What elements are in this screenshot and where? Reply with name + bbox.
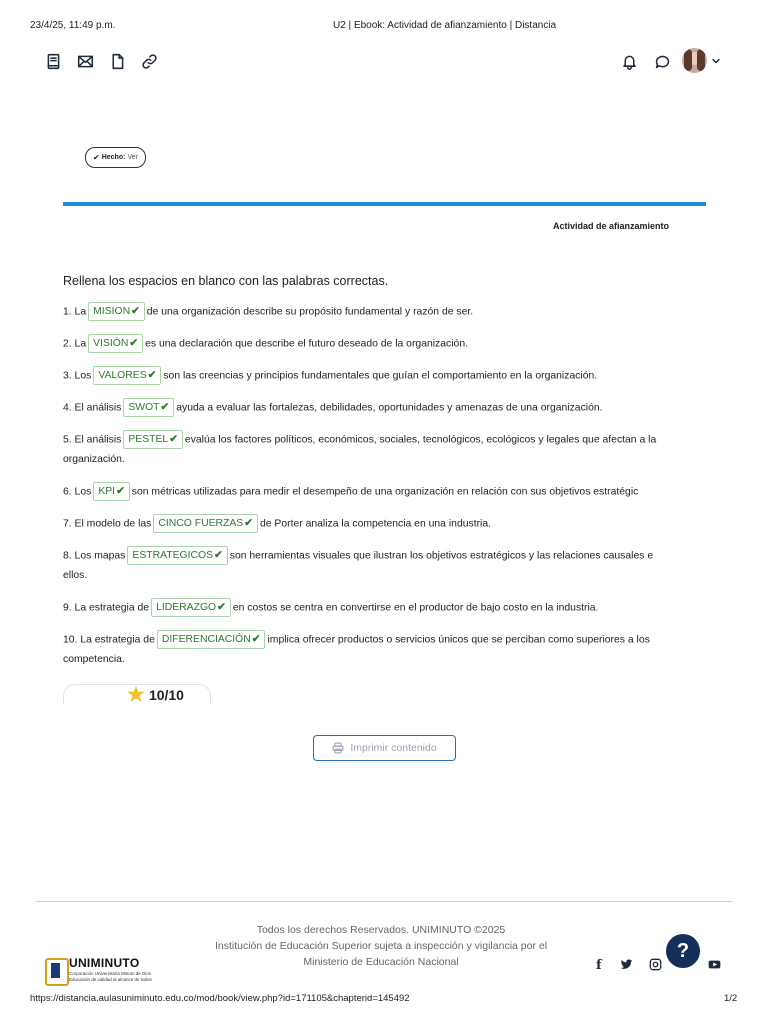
question-text-before: 4. El análisis — [63, 402, 122, 414]
question-text-before: 6. Los — [63, 486, 92, 498]
question-text-after: de una organización describe su propósito fundamental y razón de ser. — [146, 306, 474, 318]
book-icon[interactable] — [44, 52, 62, 70]
correct-check-icon: ✔ — [251, 634, 261, 645]
question-7 — [63, 514, 706, 534]
print-title: U2 | Ebook: Actividad de afianzamiento | Distancia — [333, 20, 557, 31]
answer-value: CINCO FUERZAS — [158, 518, 244, 529]
avatar[interactable] — [682, 48, 707, 73]
question-text-after: implica ofrecer productos o servicios únicos que se perciban como superiores a los — [267, 634, 650, 646]
correct-check-icon: ✔ — [244, 518, 253, 529]
footer-rights: Todos los derechos Reservados. UNIMINUTO ©2025 — [256, 924, 506, 936]
answer-field[interactable] — [151, 598, 231, 617]
check-icon: ✔ — [93, 153, 100, 162]
uniminuto-logo[interactable] — [45, 954, 170, 986]
question-text-before: 9. La estrategia de — [63, 602, 150, 614]
answer-field[interactable] — [93, 366, 161, 385]
question-8 — [63, 546, 706, 586]
question-text-after: son métricas utilizadas para medir el desempeño de una organización en relación con sus objetivos estratégic — [131, 486, 639, 498]
question-10 — [63, 630, 706, 670]
help-button[interactable]: ? — [666, 934, 700, 968]
correct-check-icon: ✔ — [160, 402, 170, 413]
answer-value: VISIÓN — [93, 338, 129, 349]
question-text-before: 5. El análisis — [63, 434, 122, 446]
answer-field[interactable] — [157, 630, 266, 649]
youtube-icon[interactable] — [707, 958, 722, 974]
footer-divider — [36, 901, 733, 902]
correct-check-icon: ✔ — [131, 306, 140, 317]
question-text-after: ayuda a evaluar las fortalezas, debilidades, oportunidades y amenazas de una organización. — [176, 402, 603, 414]
completion-value: Ver — [127, 154, 138, 161]
logo-subtitle: Corporación Universitaria Minuto de Dios — [69, 971, 152, 976]
completion-badge[interactable] — [85, 147, 146, 168]
instagram-icon[interactable] — [649, 958, 662, 974]
correct-check-icon: ✔ — [169, 434, 178, 445]
question-text-before: 8. Los mapas — [63, 550, 126, 562]
print-button[interactable] — [313, 735, 456, 761]
chevron-down-icon[interactable] — [709, 52, 723, 70]
answer-value: DIFERENCIACIÓN — [161, 634, 251, 645]
logo-text: UNIMINUTO — [69, 956, 140, 970]
question-text-before: 3. Los — [63, 370, 92, 382]
bell-icon[interactable] — [620, 52, 638, 70]
question-9 — [63, 598, 706, 618]
section-title: Actividad de afianzamiento — [553, 221, 670, 231]
footer-institution: Institución de Educación Superior sujeta a inspección y vigilancia por el — [214, 940, 548, 952]
print-page-number: 1/2 — [724, 993, 738, 1004]
correct-check-icon: ✔ — [217, 602, 226, 613]
answer-value: SWOT — [128, 402, 160, 413]
question-text-before: 10. La estrategia de — [63, 634, 155, 646]
question-3 — [63, 366, 706, 386]
print-button-label: Imprimir contenido — [350, 742, 437, 754]
question-text-continuation: organización. — [63, 454, 125, 466]
completion-label: Hecho: — [101, 154, 126, 161]
question-text-after: en costos se centra en convertirse en el productor de bajo costo en la industria. — [232, 602, 599, 614]
question-2 — [63, 334, 706, 354]
correct-check-icon: ✔ — [129, 338, 139, 349]
answer-value: KPI — [98, 486, 116, 497]
answer-field[interactable] — [127, 546, 227, 565]
link-icon[interactable] — [140, 52, 158, 70]
answer-value: LIDERAZGO — [156, 602, 217, 613]
question-4 — [63, 398, 706, 418]
answer-field[interactable] — [153, 514, 258, 533]
answer-field[interactable] — [93, 482, 129, 501]
question-text-after: es una declaración que describe el futuro deseado de la organización. — [145, 338, 468, 350]
correct-check-icon: ✔ — [116, 486, 125, 497]
twitter-icon[interactable] — [620, 958, 633, 974]
answer-field[interactable] — [123, 398, 174, 417]
answer-field[interactable] — [88, 302, 145, 321]
question-text-continuation: competencia. — [63, 654, 125, 666]
question-6 — [63, 482, 706, 502]
correct-check-icon: ✔ — [147, 370, 157, 381]
printer-icon — [332, 742, 344, 754]
file-icon[interactable] — [108, 52, 126, 70]
question-text-after: son las creencias y principios fundamentales que guían el comportamiento en la organización. — [163, 370, 598, 382]
score-display — [127, 686, 184, 704]
question-text-before: 7. El modelo de las — [63, 518, 152, 530]
print-url: https://distancia.aulasuniminuto.edu.co/mod/book/view.php?id=171105&chapterid=145492 — [30, 993, 410, 1004]
instructions: Rellena los espacios en blanco con las palabras correctas. — [63, 274, 389, 288]
question-text-before: 1. La — [63, 306, 87, 318]
chat-icon[interactable] — [653, 52, 671, 70]
print-datetime: 23/4/25, 11:49 p.m. — [30, 20, 116, 31]
score-value: 10/10 — [148, 687, 184, 703]
question-text-after: evalúa los factores políticos, económicos, sociales, tecnológicos, ecológicos y legales que afectan a la — [184, 434, 657, 446]
star-icon: ★ — [127, 684, 145, 706]
logo-tagline: Educación de calidad al alcance de todos — [69, 977, 152, 982]
question-text-before: 2. La — [63, 338, 87, 350]
question-1 — [63, 302, 706, 322]
question-text-after: son herramientas visuales que ilustran los objetivos estratégicos y las relaciones causales e — [229, 550, 654, 562]
section-divider — [63, 202, 706, 206]
facebook-icon[interactable]: f — [596, 958, 602, 973]
answer-value: VALORES — [98, 370, 147, 381]
answer-value: ESTRATEGICOS — [132, 550, 214, 561]
question-text-after: de Porter analiza la competencia en una industria. — [259, 518, 492, 530]
answer-value: PESTEL — [128, 434, 169, 445]
answer-field[interactable] — [88, 334, 143, 353]
question-text-continuation: ellos. — [63, 570, 88, 582]
answer-field[interactable] — [123, 430, 183, 449]
correct-check-icon: ✔ — [214, 550, 223, 561]
footer-ministry: Ministerio de Educación Nacional — [303, 956, 459, 968]
mail-icon[interactable] — [76, 52, 94, 70]
answer-value: MISION — [93, 306, 131, 317]
question-5 — [63, 430, 706, 470]
